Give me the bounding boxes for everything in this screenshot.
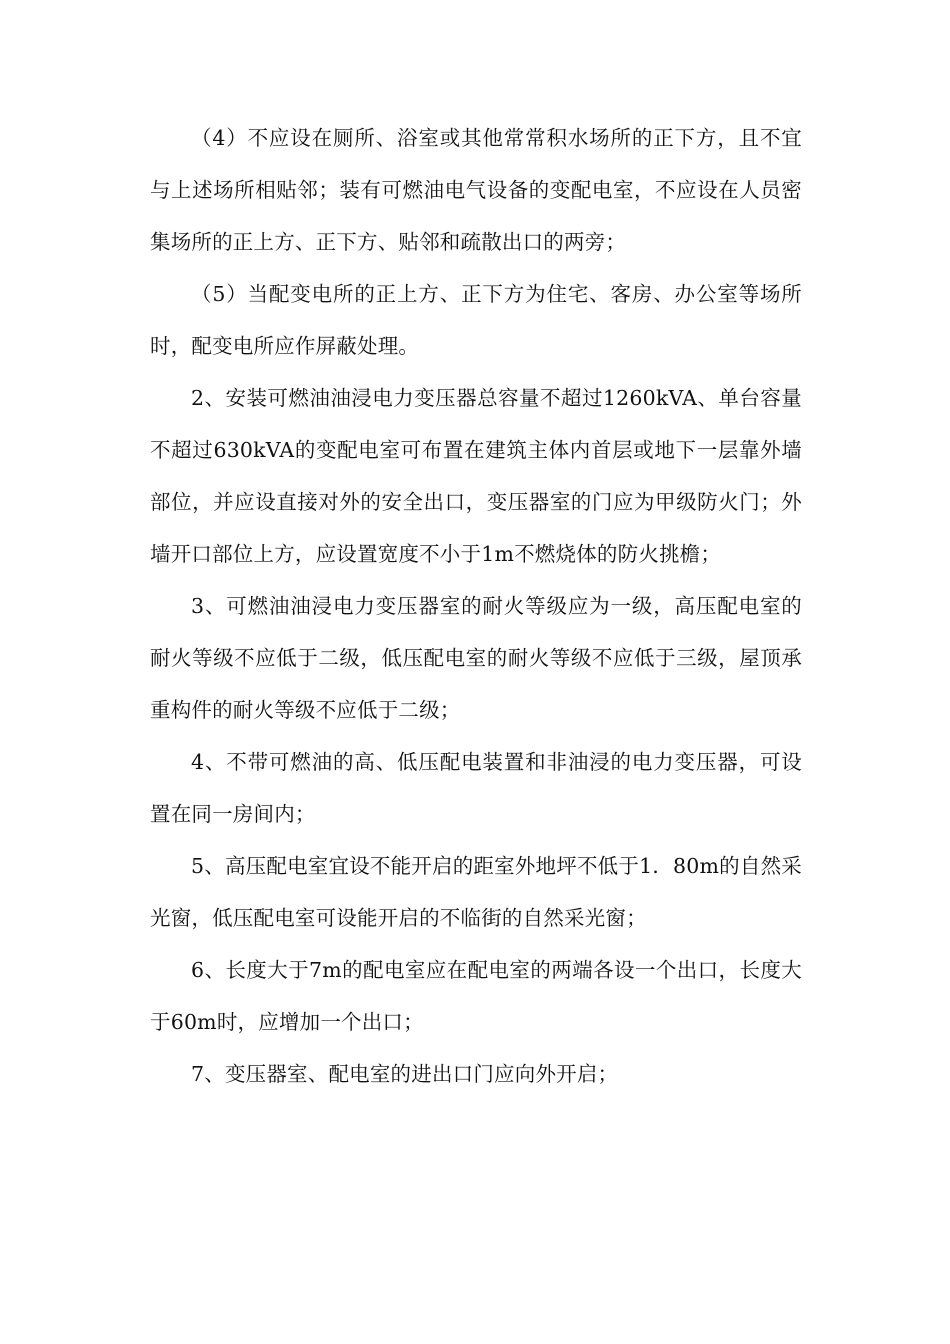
paragraph-clause-6: 6、长度大于7m的配电室应在配电室的两端各设一个出口，长度大于60m时，应增加一个出口； bbox=[150, 958, 802, 1034]
paragraph-clause-5: 5、高压配电室宜设不能开启的距室外地坪不低于1．80m的自然采光窗，低压配电室可设能开启的不临街的自然采光窗； bbox=[150, 854, 802, 930]
paragraph-clause-3: 3、可燃油油浸电力变压器室的耐火等级应为一级，高压配电室的耐火等级不应低于二级，低压配电室的耐火等级不应低于三级，屋顶承重构件的耐火等级不应低于二级； bbox=[150, 594, 802, 722]
document-body bbox=[150, 112, 802, 1100]
paragraph-item-5: （5）当配变电所的正上方、正下方为住宅、客房、办公室等场所时，配变电所应作屏蔽处理。 bbox=[150, 282, 802, 358]
paragraph-clause-2: 2、安装可燃油油浸电力变压器总容量不超过1260kVA、单台容量不超过630kVA的变配电室可布置在建筑主体内首层或地下一层靠外墙部位，并应设直接对外的安全出口，变压器室的门应为甲级防火门；外墙开口部位上方，应设置宽度不小于1m不燃烧体的防火挑檐； bbox=[150, 386, 802, 566]
paragraph-clause-4: 4、不带可燃油的高、低压配电装置和非油浸的电力变压器，可设置在同一房间内； bbox=[150, 750, 802, 826]
paragraph-clause-7: 7、变压器室、配电室的进出口门应向外开启； bbox=[191, 1062, 619, 1086]
paragraph-item-4: （4）不应设在厕所、浴室或其他常常积水场所的正下方，且不宜与上述场所相贴邻；装有可燃油电气设备的变配电室，不应设在人员密集场所的正上方、正下方、贴邻和疏散出口的两旁； bbox=[150, 126, 802, 254]
